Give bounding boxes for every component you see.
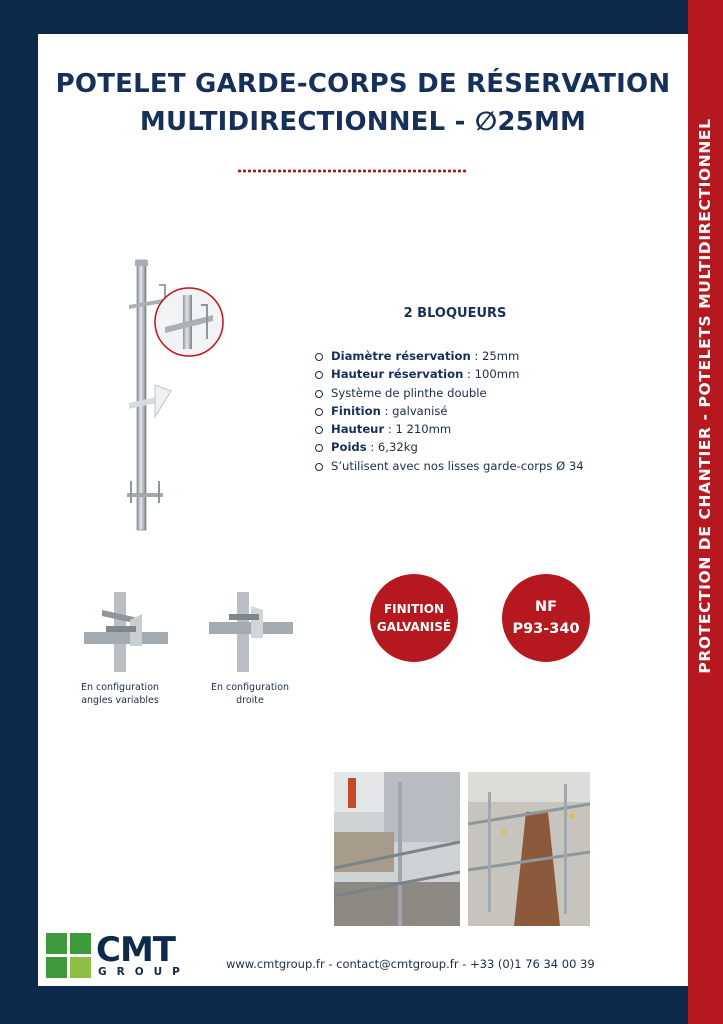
feature-value: : 25mm [470,349,520,363]
logo-subtitle: GROUP [98,966,190,978]
norm-badge-line1: NF [534,599,558,615]
feature-label: Hauteur [331,422,385,437]
feature-value: : 1 210mm [384,422,452,437]
title-dotted-divider [237,169,467,173]
finish-badge [370,574,458,662]
cmt-group-logo [46,930,196,978]
caption-line: angles variables [81,695,159,706]
features-heading: 2 BLOQUEURS [403,306,507,321]
caption-line: En configuration [210,682,290,693]
product-pole-image [115,255,225,535]
finish-badge-line2: GALVANISÉ [376,620,452,634]
feature-item [314,365,584,383]
caption-line: droite [236,695,264,706]
logo-mark-icon [46,933,92,979]
site-photo-1 [334,772,460,926]
feature-item [314,457,584,475]
config-angles-image [80,592,170,672]
features-list [314,347,584,475]
feature-item [314,402,584,420]
site-photo-2 [468,772,590,926]
page-title [38,65,688,141]
config-straight-caption [200,681,300,707]
norm-badge-line2: P93-340 [512,621,580,637]
feature-label: Hauteur réservation [331,367,464,382]
title-line-2: MULTIDIRECTIONNEL - ∅25MM [139,107,587,137]
title-line-1: POTELET GARDE-CORPS DE RÉSERVATION [55,69,671,99]
feature-value: : 6,32kg [366,440,418,455]
feature-label: Diamètre réservation [331,349,471,363]
feature-item [314,438,584,456]
feature-label: Finition [331,403,381,418]
feature-value: S’utilisent avec nos lisses garde-corps Ø 34 [331,458,584,473]
feature-value: : galvanisé [380,403,448,418]
feature-item [314,347,584,365]
feature-value: Système de plinthe double [331,385,487,400]
side-banner-text: PROTECTION DE CHANTIER - POTELETS MULTIDIRECTIONNEL [696,118,714,674]
finish-badge-line1: FINITION [383,602,445,616]
config-straight-image [205,592,295,672]
feature-item [314,420,584,438]
caption-line: En configuration [80,682,160,693]
config-angles-caption [70,681,170,707]
logo-wordmark: CMT [96,930,175,970]
feature-label: Poids [331,440,367,455]
feature-item [314,384,584,402]
norm-badge [502,574,590,662]
feature-value: : 100mm [463,367,520,382]
footer-contact: www.cmtgroup.fr - contact@cmtgroup.fr - +33 (0)1 76 34 00 39 [226,957,595,971]
